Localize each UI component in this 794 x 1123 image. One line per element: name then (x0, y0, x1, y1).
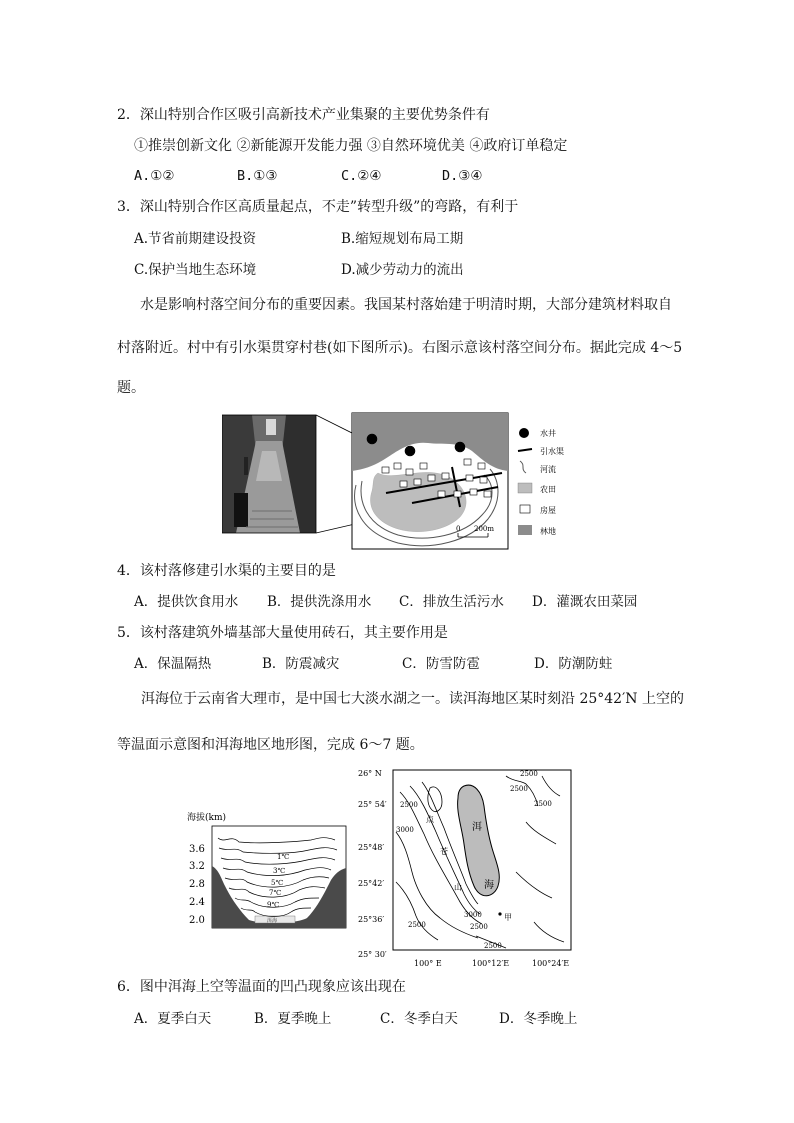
ytick-2-0: 2.0 (189, 915, 205, 926)
lat-25-42: 25°42′ (358, 879, 385, 888)
forest-icon (518, 525, 532, 535)
well-icon (519, 428, 529, 438)
passage1-line2: 村落附近。村中有引水渠贯穿村巷(如下图所示)。右图示意该村落空间分布。据此完成 4～5 (117, 340, 683, 356)
contour-label-6: 3000 (464, 911, 482, 919)
lake-char-2: 海 (484, 880, 494, 891)
isotherm-3: 3℃ (273, 867, 286, 875)
village-map (352, 413, 508, 549)
erhai-topo-map (356, 762, 578, 972)
q2-option-a: A.①② (134, 168, 175, 184)
map-legend (518, 428, 564, 536)
legend-well: 水井 (540, 429, 556, 438)
contour-label-4: 2500 (510, 785, 528, 793)
q6-option-c: C．冬季白天 (380, 1011, 458, 1027)
q5-option-c: C．防雪防雹 (402, 656, 480, 672)
ytick-3-2: 3.2 (189, 861, 205, 872)
mountain-char-1: 点 (426, 815, 434, 824)
isotherm-5: 5℃ (271, 879, 284, 887)
q6-option-d: D．冬季晚上 (499, 1011, 578, 1027)
village-figure (222, 411, 582, 551)
q6-stem: 6．图中洱海上空等温面的凹凸现象应该出现在 (117, 979, 406, 995)
farmland-icon (518, 483, 532, 493)
q2-option-c: C.②④ (341, 168, 382, 184)
point-jia-marker (498, 912, 501, 915)
passage2-line2: 等温面示意图和洱海地区地形图，完成 6～7 题。 (117, 737, 424, 753)
q4-option-a: A．提供饮食用水 (134, 594, 239, 610)
lat-26: 26° N (358, 769, 382, 778)
ytick-2-4: 2.4 (189, 897, 205, 908)
q2-items: ①推崇创新文化 ②新能源开发能力强 ③自然环境优美 ④政府订单稳定 (134, 138, 568, 154)
lat-25-30: 25° 30′ (358, 950, 387, 959)
alley-photo (222, 415, 316, 533)
passage1-line3: 题。 (117, 380, 145, 396)
isotherm-7: 7℃ (269, 889, 282, 897)
contour-label-9: 2500 (484, 942, 502, 950)
river-icon (520, 461, 526, 473)
ytick-2-8: 2.8 (189, 879, 205, 890)
isotherm-figure (185, 806, 350, 934)
lake-char-1: 洱 (472, 822, 482, 833)
q6-option-a: A．夏季白天 (134, 1011, 212, 1027)
mountain-char-2: 苍 (440, 847, 448, 856)
q5-option-b: B．防震减灾 (262, 656, 340, 672)
q4-option-d: D．灌溉农田菜园 (532, 594, 638, 610)
legend-house: 房屋 (540, 506, 556, 515)
legend-channel: 引水渠 (540, 447, 564, 456)
legend-forest: 林地 (540, 527, 556, 536)
lon-100: 100° E (414, 959, 442, 968)
q2-option-d: D.③④ (442, 168, 483, 184)
q4-option-b: B．提供洗涤用水 (267, 594, 372, 610)
contour-label-7: 2500 (470, 923, 488, 931)
house-icon (520, 505, 530, 513)
lon-100-12: 100°12′E (472, 959, 510, 968)
q5-option-a: A．保温隔热 (134, 656, 212, 672)
q3-option-d: D.减少劳动力的流出 (341, 262, 464, 278)
ytick-3-6: 3.6 (189, 844, 205, 855)
q3-option-a: A.节省前期建设投资 (134, 231, 257, 247)
channel-icon (518, 449, 532, 451)
q3-option-c: C.保护当地生态环境 (134, 262, 257, 278)
lat-25-54: 25° 54′ (358, 800, 387, 809)
q4-stem: 4．该村落修建引水渠的主要目的是 (117, 563, 336, 579)
lon-100-24: 100°24′E (532, 959, 570, 968)
q2-stem: 2．深山特别合作区吸引高新技术产业集聚的主要优势条件有 (117, 107, 490, 123)
contour-label-1: 2500 (400, 801, 418, 809)
passage1-line1: 水是影响村落空间分布的重要因素。我国某村落始建于明清时期，大部分建筑材料取自 (140, 297, 672, 313)
passage2-line1: 洱海位于云南省大理市，是中国七大淡水湖之一。读洱海地区某时刻沿 25°42′N 上空的 (141, 691, 684, 707)
q5-option-d: D．防潮防蛀 (534, 656, 613, 672)
q2-option-b: B.①③ (237, 168, 278, 184)
scale-label: 200m (474, 525, 494, 533)
lat-25-48: 25°48′ (358, 843, 385, 852)
legend-river: 河流 (540, 465, 556, 474)
point-jia: 甲 (504, 913, 512, 922)
contour-label-5: 2500 (534, 800, 552, 808)
q5-stem: 5．该村落建筑外墙基部大量使用砖石，其主要作用是 (117, 625, 448, 641)
q6-option-b: B．夏季晚上 (254, 1011, 332, 1027)
lat-25-36: 25°36′ (358, 915, 385, 924)
q3-stem: 3．深山特别合作区高质量起点，不走”转型升级”的弯路，有利于 (117, 199, 519, 215)
scale-zero: 0 (456, 525, 461, 533)
q4-option-c: C．排放生活污水 (399, 594, 504, 610)
lake-label: 洱海 (267, 918, 278, 924)
isotherm-ylabel: 海拔(km) (187, 813, 227, 823)
mountain-char-3: 山 (454, 883, 462, 892)
legend-farmland: 农田 (540, 485, 556, 494)
contour-label-3: 2500 (520, 770, 538, 778)
contour-label-2: 3000 (396, 826, 414, 834)
isotherm-9: 9℃ (267, 901, 280, 909)
isotherm-1: 1℃ (277, 853, 290, 861)
q3-option-b: B.缩短规划布局工期 (341, 231, 464, 247)
contour-label-8: 2500 (408, 921, 426, 929)
